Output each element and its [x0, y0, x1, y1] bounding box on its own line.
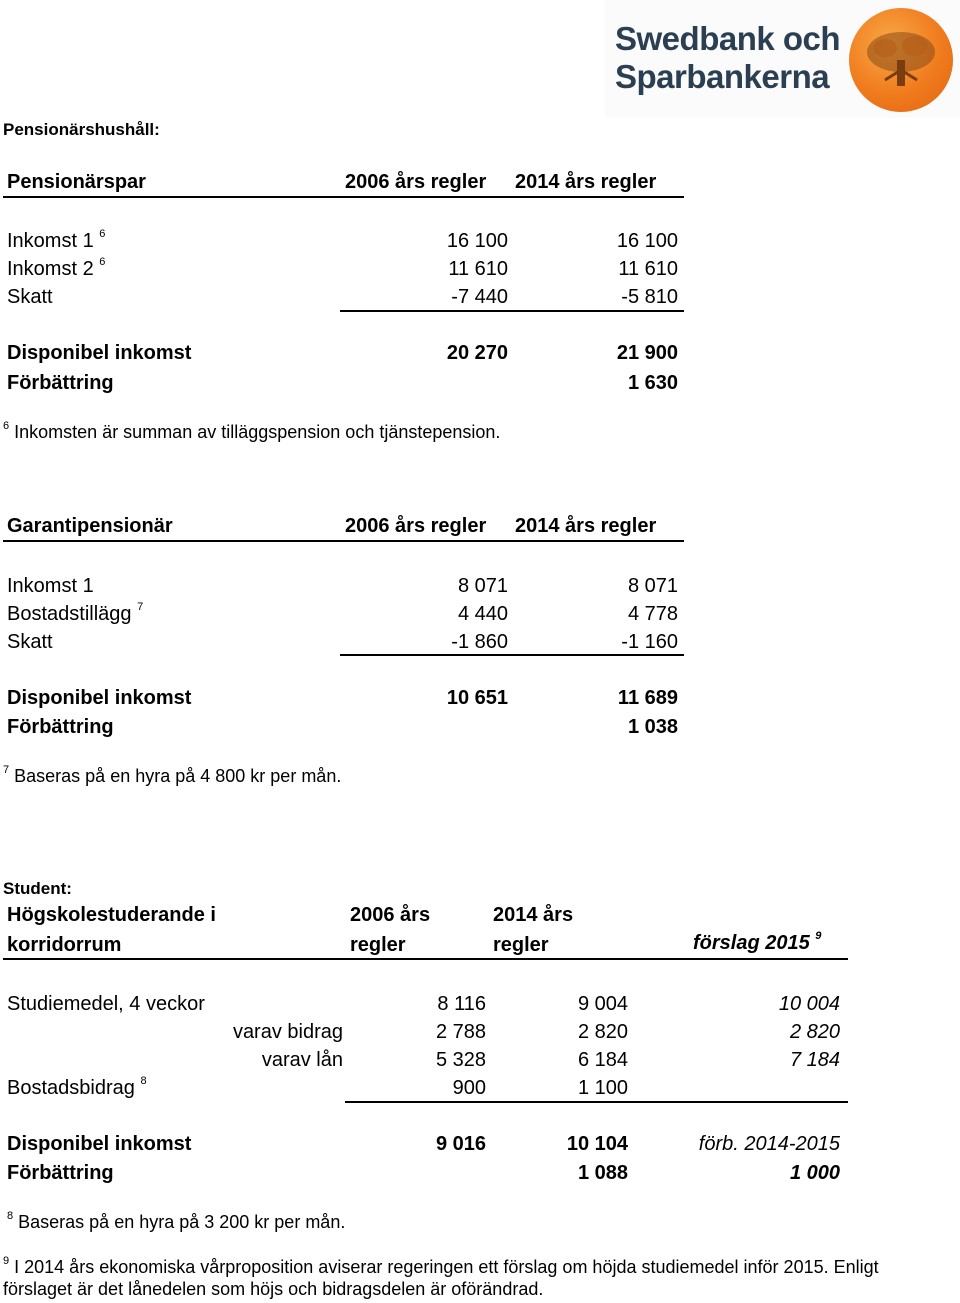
- section-label-student: Student:: [3, 879, 72, 898]
- footnote-8: $^8$ Baseras på en hyra på 3 200 kr per mån.: [7, 1210, 346, 1232]
- improvement-period-label: förb. 2014-2015: [698, 1133, 840, 1155]
- row-label: Bostadstillägg $^7$: [7, 601, 144, 625]
- oak-tree-icon: [849, 8, 953, 112]
- cell-value: 5 328: [435, 1049, 486, 1071]
- footnote-7: $^7$ Baseras på en hyra på 4 800 kr per mån.: [3, 764, 342, 786]
- row-label: varav lån: [261, 1049, 343, 1071]
- row-label: Studiemedel, 4 veckor: [7, 993, 205, 1015]
- cell-value: 11 610: [618, 258, 678, 280]
- footnote-9-continued: förslaget är det lånedelen som höjs och bidragsdelen är oförändrad.: [3, 1279, 544, 1299]
- column-header: 2014 års regler: [515, 171, 657, 193]
- disposable-income-label: Disponibel inkomst: [7, 342, 192, 364]
- cell-value: 16 100: [446, 230, 508, 252]
- cell-value: 4 440: [457, 603, 508, 625]
- swedbank-logo: [605, 0, 960, 118]
- cell-value: 16 100: [616, 230, 678, 252]
- row-label: Skatt: [7, 286, 53, 308]
- disposable-income-value: 21 900: [616, 342, 678, 364]
- column-header-proposal: förslag 2015 $^9$: [693, 930, 822, 954]
- improvement-value: 1 630: [627, 372, 678, 394]
- improvement-label: Förbättring: [7, 1162, 114, 1184]
- cell-value: 4 778: [627, 603, 678, 625]
- cell-value: 2 820: [577, 1021, 628, 1043]
- cell-value: 11 610: [448, 258, 508, 280]
- disposable-income-value: 20 270: [446, 342, 508, 364]
- improvement-value: 1 000: [789, 1162, 840, 1184]
- row-label: Inkomst 1 $^6$: [7, 228, 106, 252]
- column-header: 2014 års regler: [515, 515, 657, 537]
- cell-value: -5 810: [621, 286, 678, 308]
- disposable-income-value: 9 016: [435, 1133, 486, 1155]
- cell-value: 8 116: [437, 993, 486, 1015]
- cell-value: 6 184: [577, 1049, 628, 1071]
- improvement-label: Förbättring: [7, 716, 114, 738]
- table-title: korridorrum: [7, 934, 122, 956]
- cell-value: 9 004: [577, 993, 628, 1015]
- improvement-value: 1 038: [627, 716, 678, 738]
- footnote-6: $^6$ Inkomsten är summan av tilläggspension och tjänstepension.: [3, 420, 501, 442]
- cell-value: -7 440: [451, 286, 508, 308]
- table-title: Pensionärspar: [7, 171, 146, 193]
- cell-value: 8 071: [627, 575, 678, 597]
- row-label: varav bidrag: [232, 1021, 343, 1043]
- column-header: 2006 års regler: [345, 515, 487, 537]
- disposable-income-label: Disponibel inkomst: [7, 1133, 192, 1155]
- cell-value: 900: [452, 1077, 486, 1099]
- disposable-income-value: 10 651: [446, 687, 508, 709]
- column-header: 2014 års: [493, 904, 574, 926]
- cell-value: 8 071: [457, 575, 508, 597]
- logo-line-1: Swedbank och: [615, 20, 841, 57]
- improvement-value: 1 088: [577, 1162, 628, 1184]
- header-divider: [3, 958, 848, 960]
- cell-value: 2 788: [435, 1021, 486, 1043]
- row-label: Inkomst 1: [7, 575, 94, 597]
- header-divider: [3, 540, 684, 542]
- logo-line-2: Sparbankerna: [615, 58, 830, 95]
- cell-value: 1 100: [577, 1077, 628, 1099]
- cell-value: -1 160: [621, 631, 678, 653]
- column-header: 2006 års: [350, 904, 431, 926]
- column-header: regler: [493, 934, 549, 956]
- cell-value: 2 820: [789, 1021, 840, 1043]
- cell-value: -1 860: [451, 631, 508, 653]
- table-title: Garantipensionär: [7, 515, 173, 537]
- improvement-label: Förbättring: [7, 372, 114, 394]
- footnote-9: $^9$ I 2014 års ekonomiska vårproposition aviserar regeringen ett förslag om höjda studiemedel inför 2015. Enligt: [3, 1255, 879, 1277]
- cell-value: 7 184: [789, 1049, 840, 1071]
- row-label: Skatt: [7, 631, 53, 653]
- sum-divider: [340, 310, 684, 312]
- sum-divider: [340, 654, 684, 656]
- column-header: 2006 års regler: [345, 171, 487, 193]
- sum-divider: [345, 1101, 848, 1103]
- row-label: Bostadsbidrag $^8$: [7, 1075, 147, 1099]
- cell-value: 10 004: [778, 993, 840, 1015]
- disposable-income-value: 11 689: [617, 687, 678, 709]
- disposable-income-value: 10 104: [566, 1133, 628, 1155]
- header-divider: [3, 196, 684, 198]
- section-label-pension: Pensionärshushåll:: [3, 120, 160, 139]
- column-header: regler: [350, 934, 406, 956]
- row-label: Inkomst 2 $^6$: [7, 256, 106, 280]
- table-title: Högskolestuderande i: [7, 904, 216, 926]
- disposable-income-label: Disponibel inkomst: [7, 687, 192, 709]
